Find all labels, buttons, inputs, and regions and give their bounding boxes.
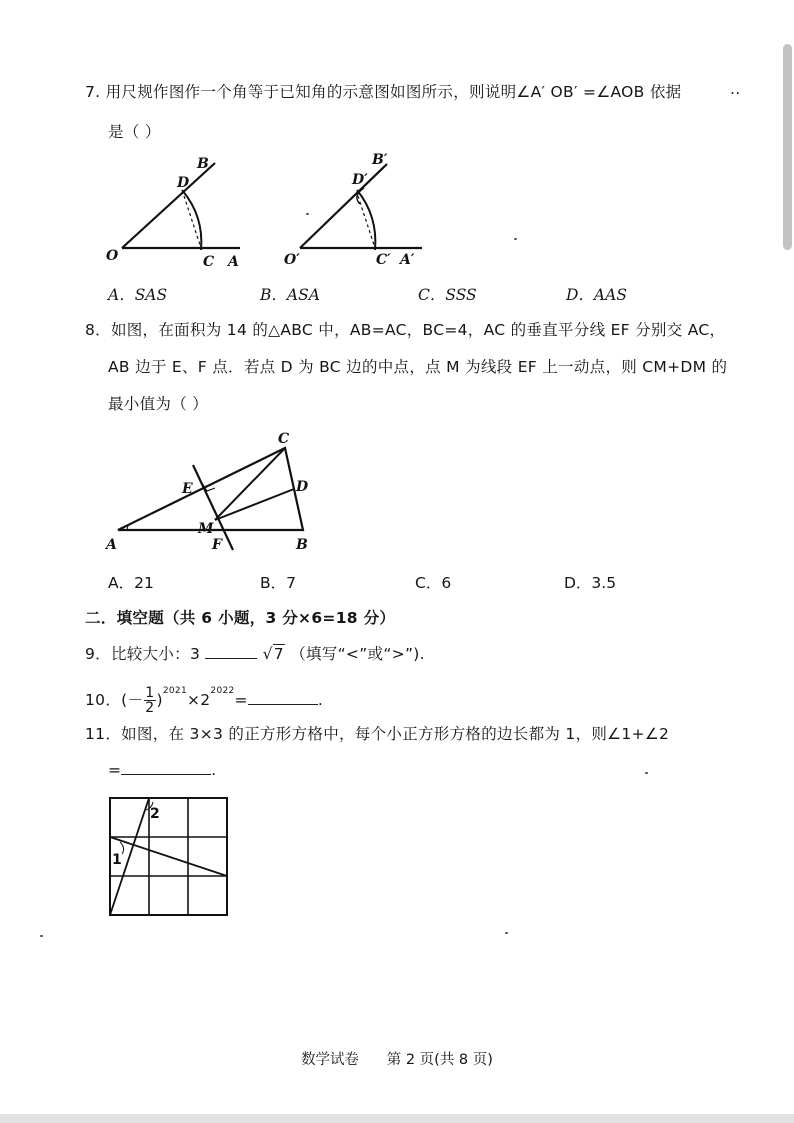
label-O-prime: O′ <box>284 252 300 268</box>
q10-stem: 10．(－ $\frac{1}{2}$ )$^{2021}\times 2^{2022}=$ . <box>85 685 324 716</box>
label-A: A <box>228 254 239 270</box>
label-B-prime: B′ <box>372 152 388 168</box>
q8-option-d: D．3.5 <box>564 574 617 592</box>
label-C-prime: C′ <box>376 252 391 268</box>
speck <box>40 935 43 937</box>
q8-stem-line3: 最小值为（ ） <box>108 395 209 413</box>
label-D-prime: D′ <box>352 172 368 188</box>
fraction-denominator: 2 <box>145 700 155 716</box>
vertical-scrollbar[interactable] <box>783 44 792 250</box>
q10-answer-blank[interactable] <box>248 690 318 705</box>
q10-exponent-1: 2021 <box>162 686 187 696</box>
label-C: C <box>278 431 290 447</box>
page-bottom-edge <box>0 1114 794 1123</box>
q8-stem-line1: 8．如图，在面积为 14 的△ABC 中，AB=AC，BC=4，AC 的垂直平分线 EF 分别交 AC， <box>85 321 726 339</box>
q7-figure-original-angle <box>100 148 260 277</box>
angle-2-label: 2 <box>150 806 160 822</box>
q11-answer-blank[interactable] <box>121 760 211 775</box>
q7-option-b: B．ASA <box>260 286 320 304</box>
q8-stem-line2: AB 边于 E、F 点．若点 D 为 BC 边的中点，点 M 为线段 EF 上一动点，则 CM+DM 的 <box>108 358 728 376</box>
q11-line2-end: . <box>211 761 217 779</box>
label-E: E <box>182 481 193 497</box>
q9-stem <box>85 642 425 664</box>
label-D: D <box>296 479 309 495</box>
q7-option-c: C．SSS <box>418 286 477 304</box>
q7-stem-line2: 是（ ） <box>108 123 161 141</box>
label-F: F <box>212 537 222 553</box>
speck <box>645 772 648 774</box>
angle-1-label: 1 <box>112 852 122 868</box>
label-A-prime: A′ <box>400 252 415 268</box>
fraction-numerator: 1 <box>145 685 155 701</box>
label-C: C <box>203 254 215 270</box>
q8-figure-triangle <box>100 425 330 559</box>
q10-mid: ×2 <box>186 691 211 709</box>
q11-figure-grid <box>108 796 233 925</box>
label-A: A <box>106 537 117 553</box>
q8-option-b: B．7 <box>260 574 296 592</box>
speck <box>306 213 309 215</box>
q8-option-c: C．6 <box>415 574 452 592</box>
q10-exponent-2: 2022 <box>210 686 235 696</box>
q11-stem-line2 <box>108 760 217 779</box>
sqrt-radicand: 7 <box>273 645 284 663</box>
q7-option-d: D．AAS <box>566 286 627 304</box>
speck <box>514 238 517 240</box>
label-B: B <box>197 156 209 172</box>
q7-stem-line1: 7. 用尺规作图作一个角等于已知角的示意图如图所示，则说明∠A′ OB′ =∠AOB 依据 <box>85 83 682 101</box>
section-heading: 二．填空题（共 6 小题，3 分×6=18 分） <box>85 609 396 627</box>
fraction <box>144 686 155 715</box>
label-B: B <box>296 537 308 553</box>
q7-option-a: A．SAS <box>108 286 168 304</box>
q11-line2-prefix: = <box>108 761 122 779</box>
q8-option-a: A．21 <box>108 574 154 592</box>
q10-prefix: 10．(－ <box>85 691 144 709</box>
label-O: O <box>106 248 119 264</box>
label-D: D <box>177 175 190 191</box>
page-footer <box>0 1048 794 1069</box>
q9-suffix: （填写“<”或“>”). <box>290 645 425 663</box>
q11-stem-line1: 11．如图，在 3×3 的正方形方格中，每个小正方形方格的边长都为 1，则∠1+∠2 <box>85 725 670 743</box>
speck <box>505 932 508 934</box>
label-M: M <box>198 521 214 537</box>
sqrt-expression: √7 <box>262 645 284 663</box>
q10-equals: = <box>234 691 248 709</box>
footer-subject: 数学试卷 <box>301 1052 360 1068</box>
q9-answer-blank[interactable] <box>205 644 257 659</box>
footer-page-number: 第 2 页(共 8 页) <box>386 1052 493 1068</box>
q9-prefix: 9．比较大小：3 <box>85 645 201 663</box>
stray-dots: .. <box>730 80 741 98</box>
q10-end: . <box>317 691 324 709</box>
